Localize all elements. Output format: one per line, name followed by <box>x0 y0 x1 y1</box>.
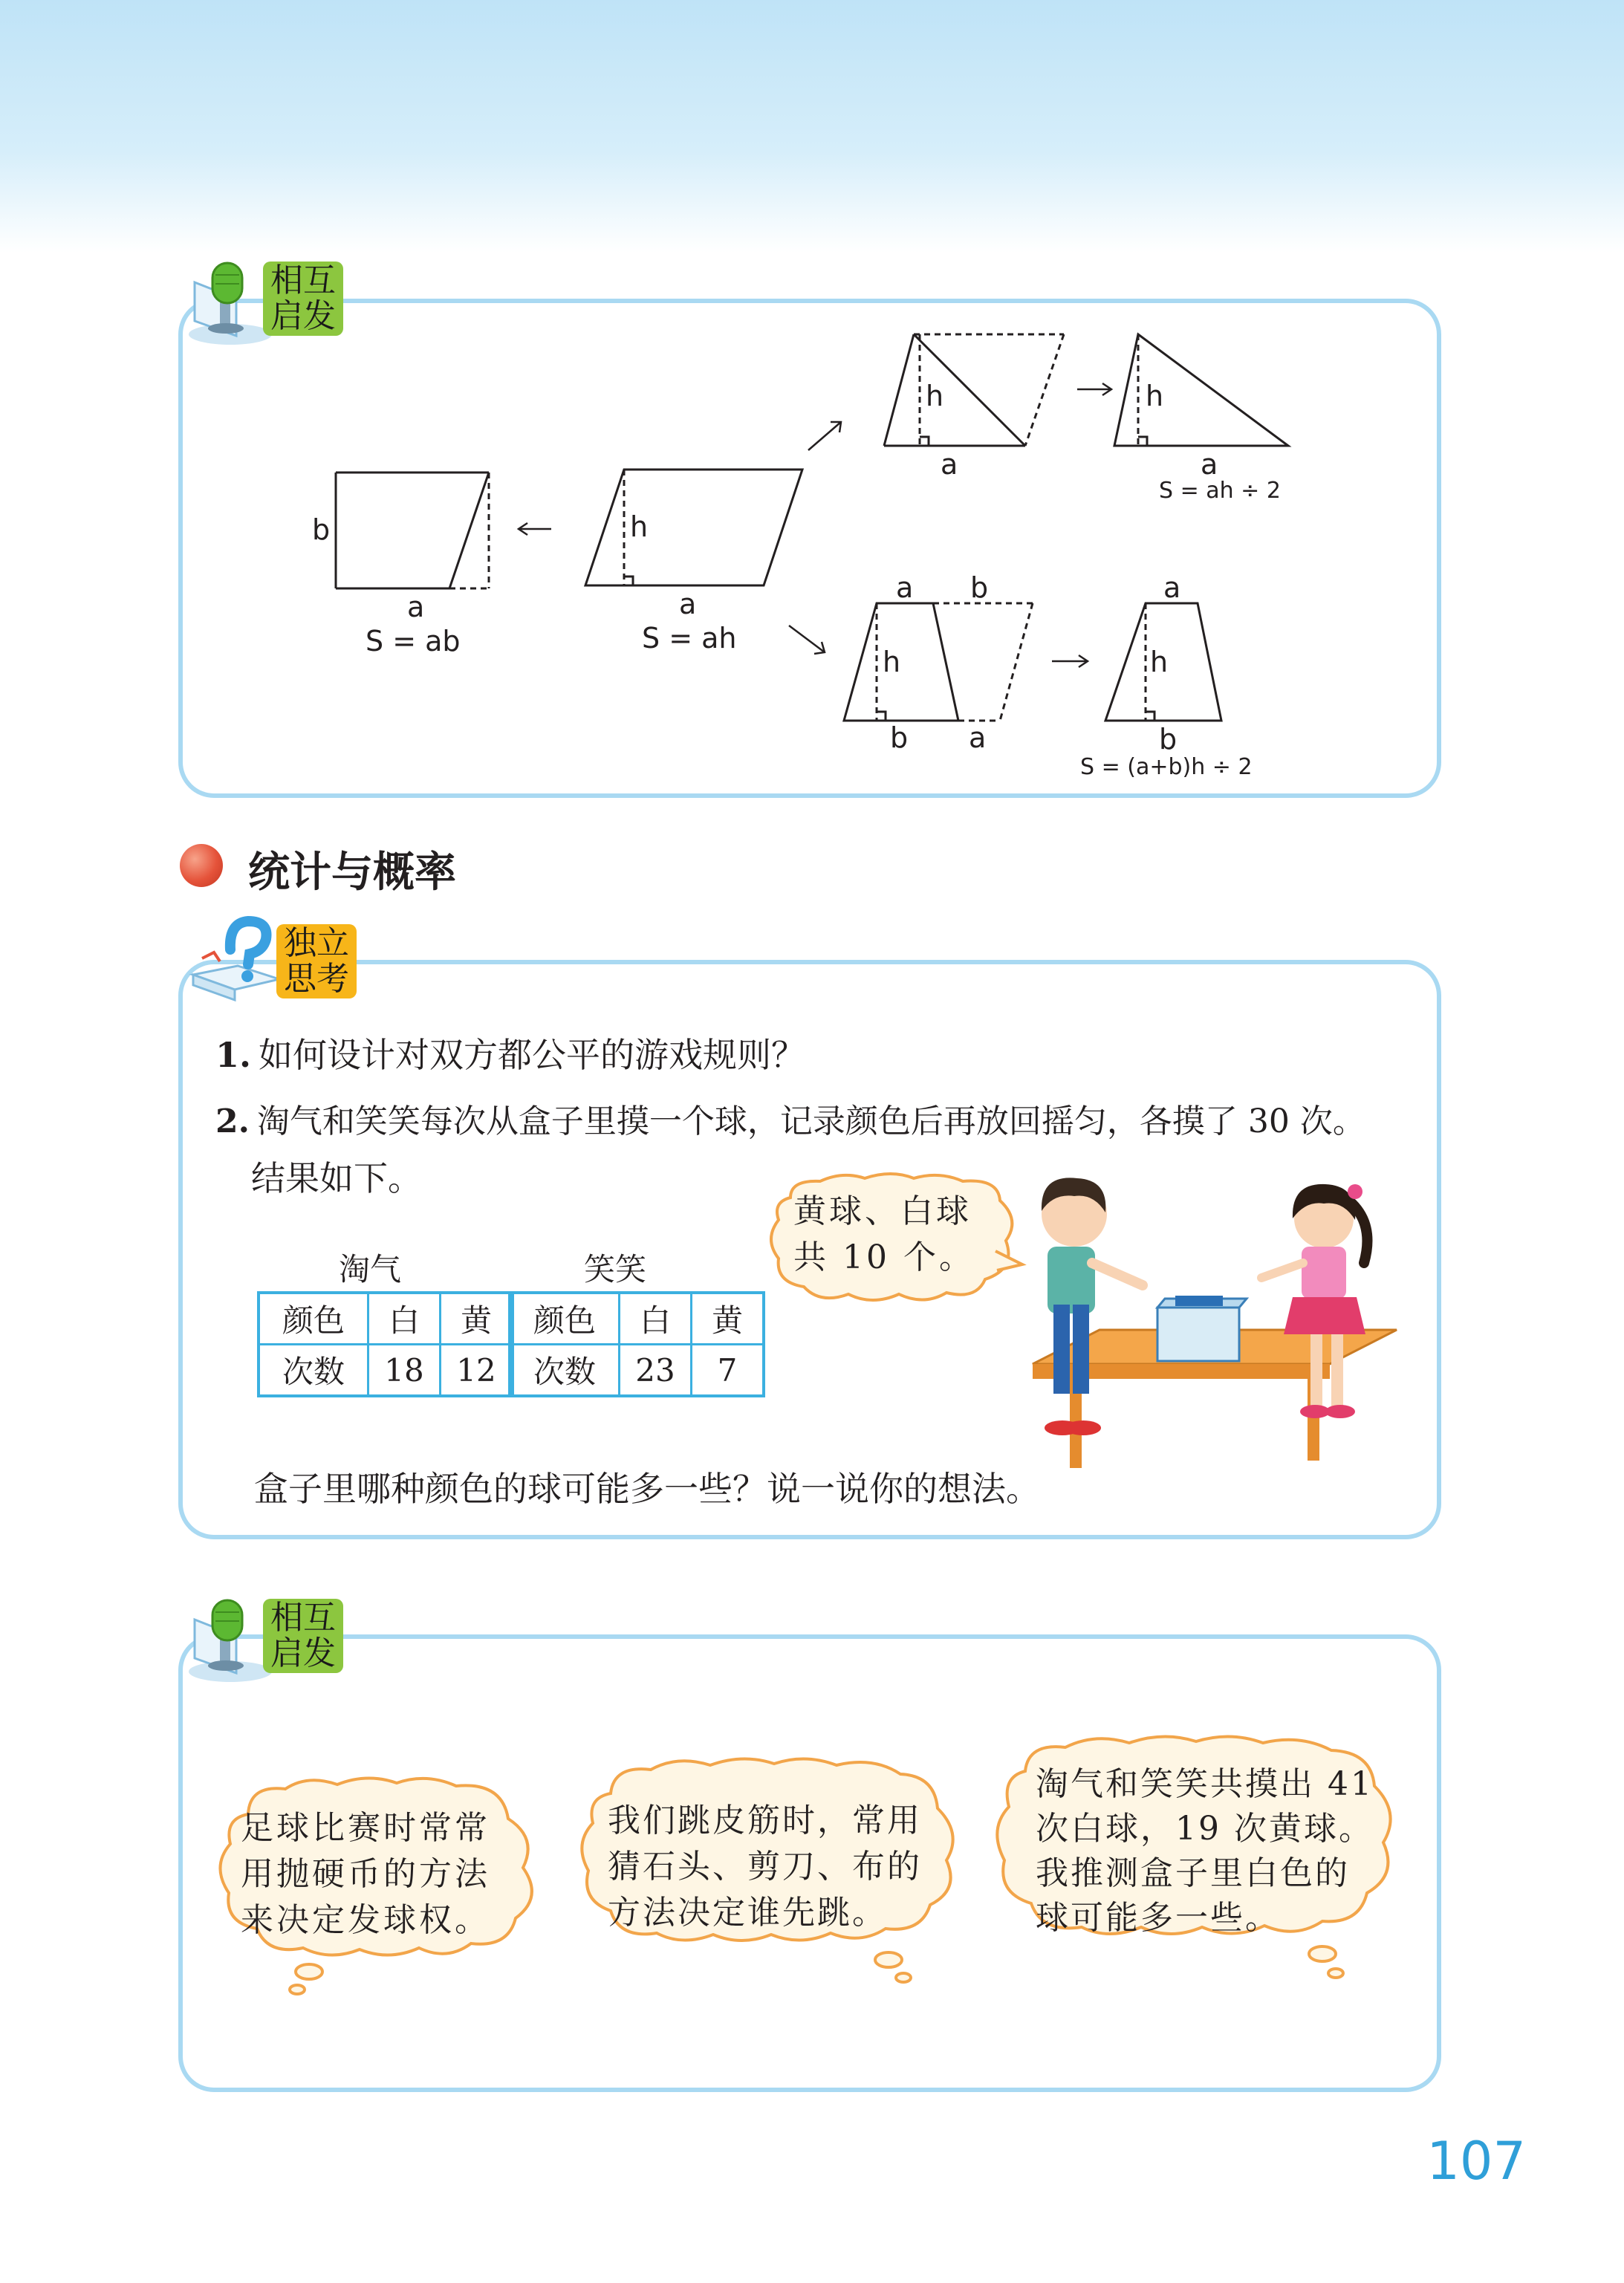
thought-bubble-2-text <box>608 1798 922 1936</box>
bubble-line: 用抛硬币的方法 <box>241 1855 490 1893</box>
badge-mutual-inspiration <box>263 1599 343 1673</box>
table-cell: 颜色 <box>259 1293 368 1345</box>
page-number: 107 <box>1426 2131 1526 2192</box>
table-cell: 7 <box>692 1345 764 1397</box>
bubble-line: 淘气和笑笑共摸出 41 <box>1036 1765 1374 1803</box>
table-cell: 23 <box>620 1345 692 1397</box>
table-cell: 白 <box>368 1293 441 1345</box>
bubble-line: 球可能多一些。 <box>1036 1899 1280 1937</box>
question-1 <box>215 1031 805 1079</box>
thought-bubble-3-text <box>1036 1762 1374 1941</box>
speech-bubble-text <box>793 1189 975 1281</box>
bubble-line: 猜石头、剪刀、布的 <box>608 1848 922 1886</box>
question-number: 2. <box>215 1102 250 1140</box>
badge-line-1: 独立 <box>284 924 349 962</box>
table-cell: 黄 <box>441 1293 513 1345</box>
table-cell: 次数 <box>510 1345 620 1397</box>
badge-line-2: 思考 <box>284 960 349 998</box>
question-2 <box>215 1098 1365 1146</box>
rect-base-label: a <box>407 591 425 623</box>
table-row <box>259 1293 513 1345</box>
tally-table-xiaoxiao <box>508 1291 765 1397</box>
dtrap-top-b-label: b <box>970 571 989 604</box>
bubble-line: 次白球，19 次黄球。 <box>1036 1810 1374 1848</box>
header-sky-band <box>0 0 1624 253</box>
table-cell: 颜色 <box>510 1293 620 1345</box>
tri-formula: S = ah ÷ 2 <box>1159 478 1281 504</box>
section-title: 统计与概率 <box>248 848 456 897</box>
rectangle-shape <box>336 472 489 588</box>
badge-line-2: 启发 <box>270 297 336 335</box>
double-trapezoid-shape <box>844 603 1033 721</box>
trap-bottom-label: b <box>1159 723 1178 756</box>
table-row <box>259 1345 513 1397</box>
trap-top-label: a <box>1163 571 1181 604</box>
rect-side-label: b <box>312 513 331 546</box>
split-parallelogram-shape <box>884 334 1064 446</box>
split-base-label: a <box>941 448 958 481</box>
table-row <box>510 1293 764 1345</box>
dtrap-bottom-b-label: b <box>890 721 909 754</box>
para-formula: S = ah <box>642 622 737 655</box>
dtrap-height-label: h <box>883 646 901 678</box>
table-cell: 黄 <box>692 1293 764 1345</box>
bubble-line: 方法决定谁先跳。 <box>608 1894 887 1932</box>
question-number: 1. <box>215 1035 252 1075</box>
bubble-line: 来决定发球权。 <box>241 1901 490 1939</box>
speech-line: 共 10 个。 <box>793 1238 975 1276</box>
table-title-xiaoxiao: 笑笑 <box>584 1251 647 1287</box>
table-row <box>510 1345 764 1397</box>
table-cell: 次数 <box>259 1345 368 1397</box>
table-cell: 12 <box>441 1345 513 1397</box>
question-text: 淘气和笑笑每次从盒子里摸一个球，记录颜色后再放回摇匀，各摸了 30 次。 <box>256 1102 1365 1140</box>
badge-line-2: 启发 <box>270 1634 336 1672</box>
bubble-line: 足球比赛时常常 <box>241 1809 490 1847</box>
badge-line-1: 相互 <box>270 1599 336 1637</box>
section-bullet-dot <box>180 844 223 887</box>
para-base-label: a <box>679 588 697 620</box>
bubble-line: 我们跳皮筋时，常用 <box>608 1802 922 1839</box>
trap-height-label: h <box>1150 646 1169 678</box>
badge-line-1: 相互 <box>270 262 336 299</box>
table-title-taoqi: 淘气 <box>339 1251 402 1287</box>
tri-base-label: a <box>1201 448 1218 481</box>
trap-formula: S = (a+b)h ÷ 2 <box>1080 754 1253 780</box>
children-table-illustration <box>1010 1159 1412 1471</box>
rect-formula: S = ab <box>366 625 461 657</box>
para-height-label: h <box>630 510 649 543</box>
question-mark-book-icon <box>186 908 290 1012</box>
dtrap-top-a-label: a <box>896 571 914 604</box>
table-cell: 白 <box>620 1293 692 1345</box>
triangle-shape <box>1114 334 1288 446</box>
parallelogram-shape <box>585 470 802 585</box>
thought-bubble-1-text <box>241 1805 490 1943</box>
speech-line: 黄球、白球 <box>793 1192 972 1230</box>
question-text: 如何设计对双方都公平的游戏规则？ <box>259 1035 806 1075</box>
question-2-continuation: 结果如下。 <box>251 1158 422 1198</box>
question-bottom: 盒子里哪种颜色的球可能多一些？说一说你的想法。 <box>254 1469 1040 1509</box>
bubble-line: 我推测盒子里白色的 <box>1036 1854 1350 1892</box>
table-cell: 18 <box>368 1345 441 1397</box>
badge-independent-thinking <box>276 924 357 998</box>
split-height-label: h <box>926 380 944 412</box>
tri-height-label: h <box>1146 380 1164 412</box>
area-formula-diagram <box>282 319 1397 780</box>
dtrap-bottom-a-label: a <box>969 721 987 754</box>
tally-table-taoqi <box>257 1291 514 1397</box>
